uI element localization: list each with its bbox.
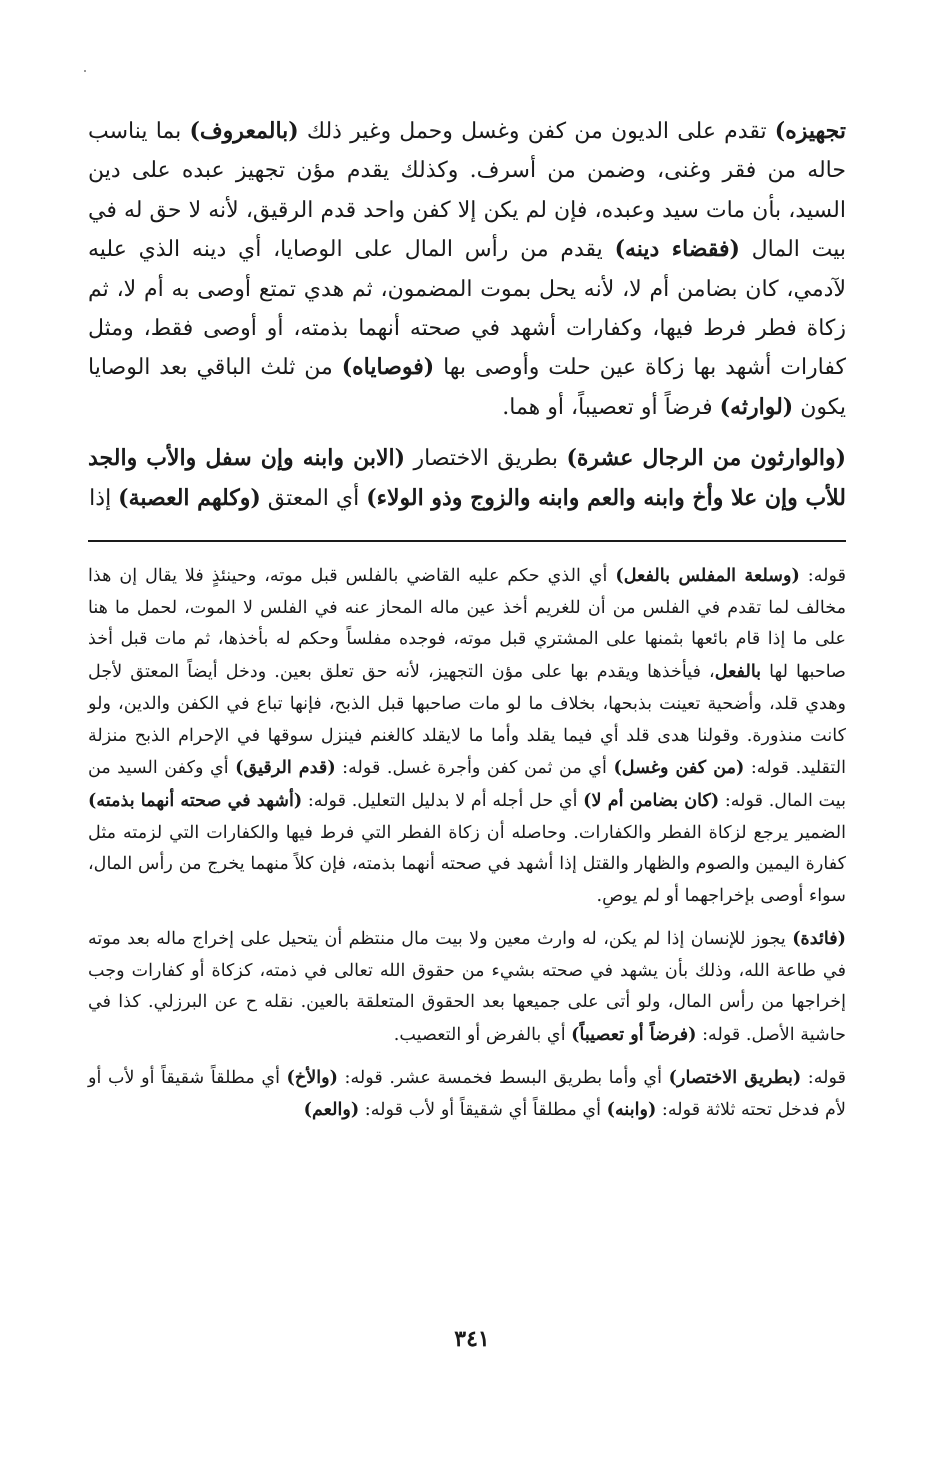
- bold-term: (فرضاً أو تعصيباً): [571, 1023, 697, 1045]
- bold-term: تجهيزه): [774, 118, 846, 144]
- text-run: أي بالفرض أو التعصيب.: [393, 1024, 572, 1045]
- text-run: ، فيأخذها ويقدم بها على مؤن التجهيز، لأنه حق تعلق بعين. ودخل أيضاً المعتق لأجل وهدي قلد، وأضحية تعينت بذبحها، بخلاف ما لو مات صاحبها قبل الذبح، فإنها تباع في الكفن والدين، ولو كانت منذورة. وقولنا هدى قلد أي فيما يقلد وأما ما لايقلد كالغنم فينزل سوقها في الإحرام الذبح منزلة التقليد. قوله:: [88, 662, 846, 779]
- bold-term: (وابنه): [606, 1099, 657, 1121]
- text-run: أي الذي حكم عليه القاضي بالفلس قبل موته، وحينئذٍ فلا يقال إن هذا مخالف لما تقدم في الفلس من أن للغريم أخذ عين ماله المحاز عنه في الفلس لا الموت، لحمل ما هنا على ما إذا قام بائعها بثمنها على المشتري قبل موته، فوجده مفلساً وحكم له بأخذها، ثم مات قبل أخذ صاحبها لها: [88, 566, 846, 683]
- bold-term: (لوارثه): [719, 393, 794, 420]
- footnote-separator: [88, 540, 846, 542]
- text-run: من ثلث الباقي بعد الوصايا يكون: [88, 355, 846, 420]
- bold-term: (والعم): [303, 1099, 360, 1121]
- scan-speck: [84, 70, 86, 72]
- bold-term: (والأخ): [286, 1066, 338, 1088]
- bold-term: (من كفن وغسل): [613, 757, 745, 779]
- text-run: يجوز للإنسان إذا لم يكن، له وارث معين ولا بيت مال منتظم أن يتحيل على إخراج ماله بعد موته في طاعة الله، وذلك بأن يشهد في صحته بشيء من حقوق الله تعالى في ذمته، كزكاة أو كفارات وجب إخراجها من رأس المال، ولو أتى على جميعها بعد الحقوق المتعلقة بالعين. نقله ح عن البرزلي. كذا في حاشية الأصل. قوله:: [88, 928, 846, 1045]
- text-run: تقدم على الديون من كفن وغسل وحمل وغير ذلك: [298, 119, 775, 144]
- text-run: أي من ثمن كفن وأجرة غسل. قوله:: [335, 758, 614, 779]
- bold-term: (فائدة): [792, 927, 846, 949]
- main-paragraph-2: [88, 439, 846, 518]
- text-run: بما يناسب حاله من فقر وغنى، وضمن من أسرف. وكذلك يقدم مؤن تجهيز عبده على دين السيد، بأن مات سيد وعبده، فإن لم يكن إلا كفن واحد قدم الرقيق، لأنه لا حق له في بيت المال: [88, 119, 846, 263]
- note-paragraph-2: [88, 923, 846, 1052]
- bold-term: (الابن وابنه وإن سفل والأب والجد للأب وإن علا وأخ وابنه والعم وابنه والزوج وذو الولاء): [88, 445, 846, 511]
- bold-term: (بالمعروف): [189, 118, 299, 144]
- bold-term: (والوارثون من الرجال عشرة): [566, 445, 847, 472]
- text-run: الضمير يرجع لزكاة الفطر والكفارات. وحاصله أن زكاة الفطر التي فرط فيها والكفارات التي لزمته مثل كفارة اليمين والصوم والظهار والقتل إذا أشهد في صحته أنهما بذمته، فإن كلاً منهما يخرج من رأس المال، سواء أوصى بإخراجهما أو لم يوصِ.: [88, 822, 846, 907]
- text-run: بطريق الاختصار: [405, 446, 567, 472]
- page-content: [88, 112, 846, 1127]
- note-paragraph-1: [88, 560, 846, 913]
- bold-term: (وكلهم العصبة): [118, 484, 261, 511]
- text-run: فرضاً أو تعصيباً، أو هما.: [502, 394, 720, 420]
- text-run: قوله:: [799, 566, 846, 587]
- bold-term: (وسلعة المفلس بالفعل): [615, 565, 800, 587]
- main-text-block: [88, 112, 846, 518]
- main-paragraph-1: [88, 112, 846, 427]
- text-run: أي المعتق: [260, 485, 367, 511]
- bold-term: (فوصاياه): [341, 354, 435, 381]
- text-run: أي وكفن السيد من بيت المال. قوله:: [88, 758, 846, 811]
- text-run: أي حل أجله أم لا بدليل التعليل. قوله:: [302, 790, 584, 811]
- text-run: أي مطلقاً أي شقيقاً أو لأب قوله:: [359, 1100, 607, 1121]
- page-number: ٣٤١: [454, 1326, 490, 1352]
- text-run: أي وأما بطريق البسط فخمسة عشر. قوله:: [337, 1067, 669, 1088]
- bold-term: (قدم الرقيق): [235, 757, 336, 779]
- bold-term: (فقضاء دينه): [614, 236, 740, 263]
- commentary-notes: [88, 560, 846, 1127]
- bold-term: بالفعل: [714, 661, 762, 683]
- text-run: أي مطلقاً شقيقاً أو لأب أو لأم فدخل تحته ثلاثة قوله:: [88, 1067, 846, 1121]
- text-run: إذا: [89, 485, 119, 511]
- bold-term: (أشهد في صحته أنهما بذمته): [88, 789, 303, 811]
- text-run: قوله:: [801, 1067, 846, 1088]
- note-paragraph-3: [88, 1062, 846, 1127]
- bold-term: (كان بضامن أم لا): [583, 789, 720, 811]
- bold-term: (بطريق الاختصار): [668, 1066, 802, 1088]
- text-run: يقدم من رأس المال على الوصايا، أي دينه الذي عليه لآدمي، كان بضامن أم لا، لأنه يحل بموت المضمون، ثم هدي تمتع أوصى به أم لا، ثم زكاة فطر فرط فيها، وكفارات أشهد في صحته أنهما بذمته، أو أوصى فقط، ومثل كفارات أشهد بها زكاة عين حلت وأوصى بها: [88, 237, 846, 381]
